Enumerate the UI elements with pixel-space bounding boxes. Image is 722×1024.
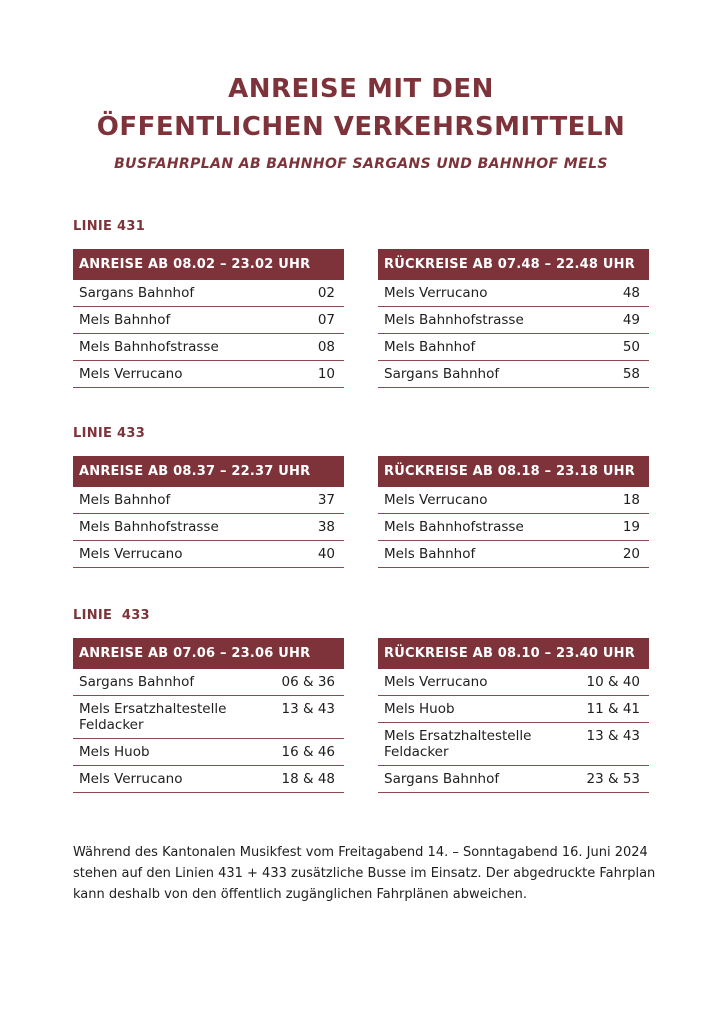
stop-name: Mels Bahnhofstrasse xyxy=(79,339,219,355)
stop-name: Mels Verrucano xyxy=(79,366,183,382)
departure-minute: 38 xyxy=(317,519,335,535)
table-header: RÜCKREISE AB 07.48 – 22.48 UHR xyxy=(378,249,649,280)
departure-minute: 40 xyxy=(317,546,335,562)
departure-minute: 48 xyxy=(622,285,640,301)
page-subtitle: BUSFAHRPLAN AB BAHNHOF SARGANS UND BAHNHOF MELS xyxy=(114,156,608,172)
section-label-linie-431: LINIE 431 xyxy=(73,219,146,234)
stop-name: Mels Ersatzhaltestelle Feldacker xyxy=(79,701,227,733)
timetable-rueckreise-433 xyxy=(378,456,649,568)
departure-minute: 37 xyxy=(317,492,335,508)
departure-minute: 02 xyxy=(317,285,335,301)
table-row xyxy=(73,280,344,307)
table-row xyxy=(378,696,649,723)
footnote-paragraph: Während des Kantonalen Musikfest vom Freitagabend 14. – Sonntagabend 16. Juni 2024 stehen auf den Linien 431 + 433 zusätzliche Busse im Einsatz. Der abgedruckte Fahrplan kann deshalb von den öffentlich zugänglichen Fahrplänen abweichen. xyxy=(73,845,656,902)
stop-name: Mels Huob xyxy=(79,744,150,760)
table-row xyxy=(378,541,649,568)
departure-minute: 10 & 40 xyxy=(586,674,640,690)
departure-minute: 50 xyxy=(622,339,640,355)
departure-minute: 19 xyxy=(622,519,640,535)
stop-name: Mels Bahnhofstrasse xyxy=(79,519,219,535)
section-label-linie-433: LINIE 433 xyxy=(73,426,146,441)
departure-minute: 13 & 43 xyxy=(586,728,640,744)
table-row xyxy=(73,766,344,793)
stop-name: Sargans Bahnhof xyxy=(79,674,195,690)
timetable-anreise-431 xyxy=(73,249,344,388)
table-row xyxy=(73,541,344,568)
title-line-1: ANREISE MIT DEN xyxy=(228,74,494,104)
departure-minute: 06 & 36 xyxy=(281,674,335,690)
section-label-linie-433-alt: LINIE 433 xyxy=(73,608,150,623)
departure-minute: 13 & 43 xyxy=(281,701,335,717)
table-row xyxy=(73,514,344,541)
stop-name: Mels Verrucano xyxy=(79,546,183,562)
departure-minute: 16 & 46 xyxy=(281,744,335,760)
table-row xyxy=(73,307,344,334)
table-row xyxy=(73,487,344,514)
timetable-rueckreise-433-alt xyxy=(378,638,649,793)
table-row xyxy=(378,334,649,361)
departure-minute: 18 & 48 xyxy=(281,771,335,787)
table-row xyxy=(378,514,649,541)
table-row xyxy=(73,669,344,696)
table-row xyxy=(73,696,344,739)
timetable-anreise-433 xyxy=(73,456,344,568)
stop-name: Mels Verrucano xyxy=(384,285,488,301)
table-row xyxy=(73,334,344,361)
stop-name: Mels Bahnhofstrasse xyxy=(384,312,524,328)
departure-minute: 07 xyxy=(317,312,335,328)
departure-minute: 18 xyxy=(622,492,640,508)
stop-name: Mels Bahnhof xyxy=(384,339,476,355)
stop-name: Mels Bahnhofstrasse xyxy=(384,519,524,535)
departure-minute: 20 xyxy=(622,546,640,562)
departure-minute: 23 & 53 xyxy=(586,771,640,787)
title-line-2: ÖFFENTLICHEN VERKEHRSMITTELN xyxy=(96,112,626,142)
table-row xyxy=(73,739,344,766)
stop-name: Mels Huob xyxy=(384,701,455,717)
departure-minute: 10 xyxy=(317,366,335,382)
stop-name: Sargans Bahnhof xyxy=(384,771,500,787)
table-header: RÜCKREISE AB 08.10 – 23.40 UHR xyxy=(378,638,649,669)
table-row xyxy=(73,361,344,388)
table-row xyxy=(378,280,649,307)
stop-name: Sargans Bahnhof xyxy=(79,285,195,301)
stop-name: Mels Verrucano xyxy=(384,492,488,508)
page-title xyxy=(0,70,722,146)
departure-minute: 11 & 41 xyxy=(586,701,640,717)
departure-minute: 08 xyxy=(317,339,335,355)
timetable-anreise-433-alt xyxy=(73,638,344,793)
stop-name: Mels Bahnhof xyxy=(79,492,171,508)
table-row xyxy=(378,361,649,388)
table-row xyxy=(378,307,649,334)
table-header: ANREISE AB 08.37 – 22.37 UHR xyxy=(73,456,344,487)
stop-name: Mels Verrucano xyxy=(384,674,488,690)
table-header: ANREISE AB 07.06 – 23.06 UHR xyxy=(73,638,344,669)
departure-minute: 58 xyxy=(622,366,640,382)
stop-name: Mels Bahnhof xyxy=(79,312,171,328)
table-row xyxy=(378,669,649,696)
stop-name: Sargans Bahnhof xyxy=(384,366,500,382)
table-row xyxy=(378,723,649,766)
stop-name: Mels Verrucano xyxy=(79,771,183,787)
table-row xyxy=(378,766,649,793)
table-header: RÜCKREISE AB 08.18 – 23.18 UHR xyxy=(378,456,649,487)
table-row xyxy=(378,487,649,514)
stop-name: Mels Ersatzhaltestelle Feldacker xyxy=(384,728,532,760)
departure-minute: 49 xyxy=(622,312,640,328)
timetable-rueckreise-431 xyxy=(378,249,649,388)
table-header: ANREISE AB 08.02 – 23.02 UHR xyxy=(73,249,344,280)
stop-name: Mels Bahnhof xyxy=(384,546,476,562)
